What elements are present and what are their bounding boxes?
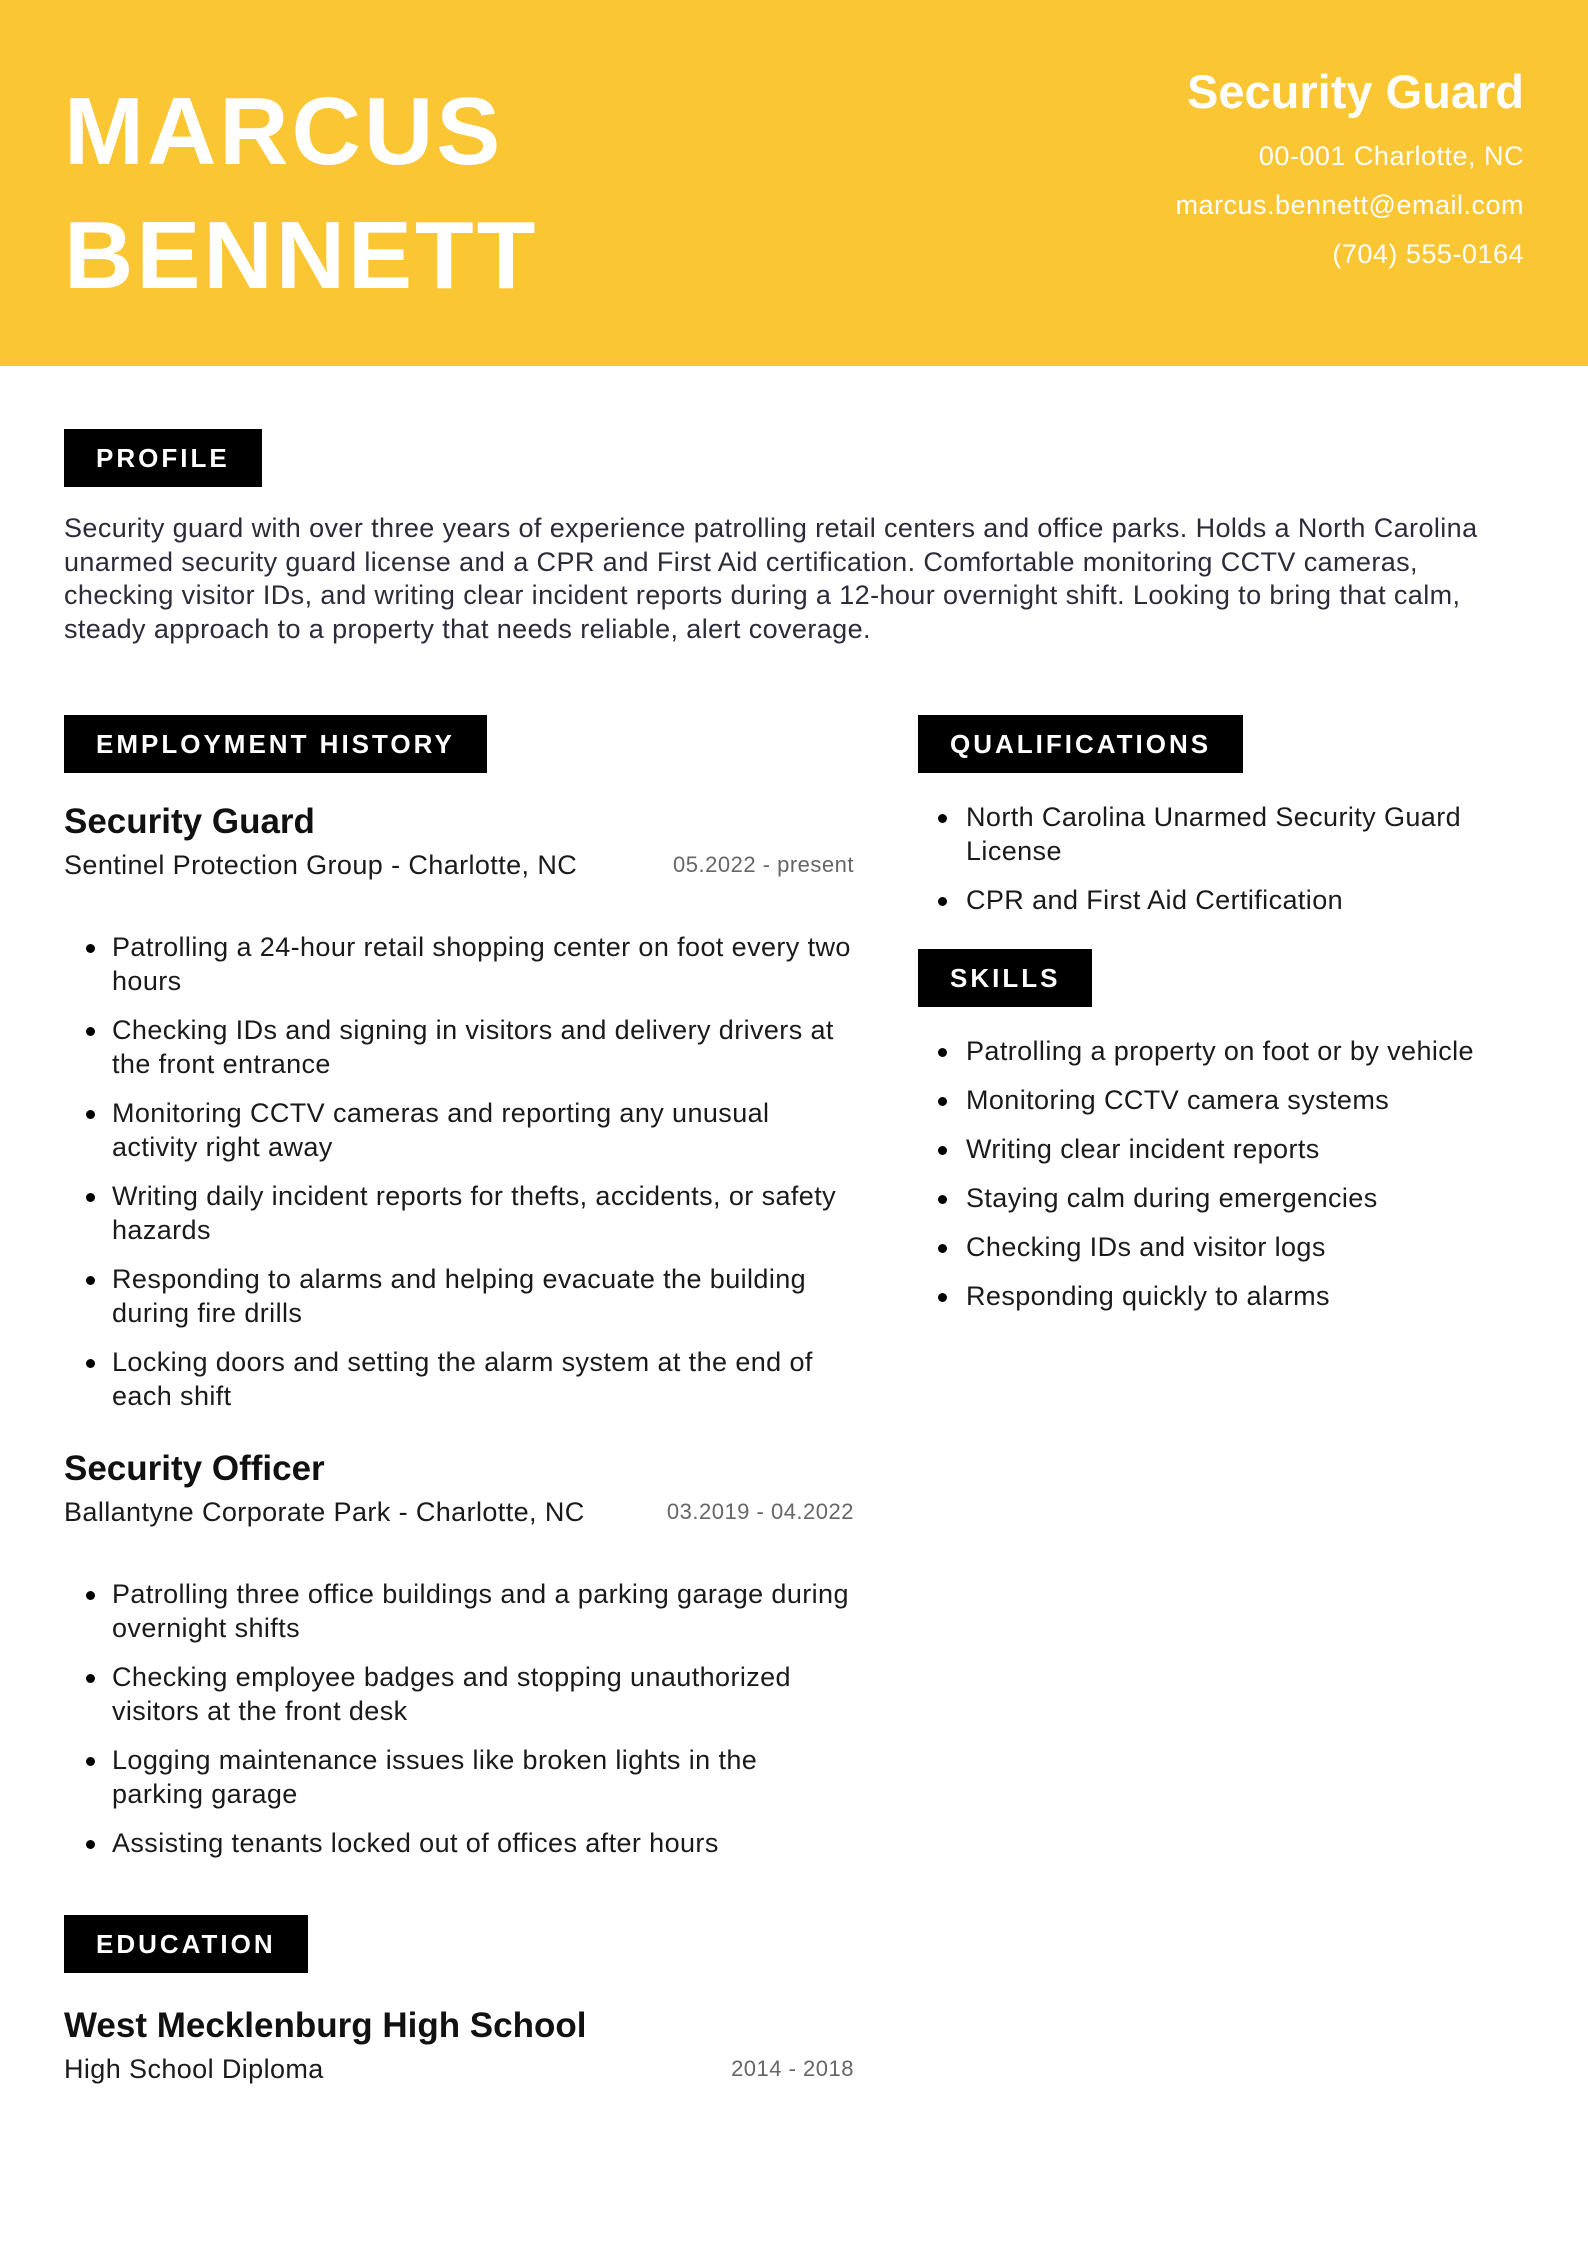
job-title: Security Guard xyxy=(64,802,315,841)
list-item: Writing clear incident reports xyxy=(918,1132,1528,1166)
target-job-title: Security Guard xyxy=(1187,65,1524,118)
profile-heading: PROFILE xyxy=(64,429,262,487)
resume-header xyxy=(0,0,1588,366)
job-bullets xyxy=(64,930,854,1413)
job-company: Ballantyne Corporate Park - Charlotte, NC xyxy=(64,1497,585,1527)
job-bullets xyxy=(64,1577,854,1860)
email[interactable]: marcus.bennett@email.com xyxy=(1175,190,1524,220)
list-item: Patrolling three office buildings and a parking garage during overnight shifts xyxy=(64,1577,854,1645)
job-entry xyxy=(64,1447,854,1860)
contact-block xyxy=(1175,62,1524,279)
list-item: CPR and First Aid Certification xyxy=(918,883,1528,917)
school-name: West Mecklenburg High School xyxy=(64,2006,587,2045)
job-dates: 05.2022 - present xyxy=(673,852,854,877)
education-entry xyxy=(64,2004,854,2092)
job-company: Sentinel Protection Group - Charlotte, NC xyxy=(64,850,578,880)
phone[interactable]: (704) 555-0164 xyxy=(1332,239,1524,269)
employment-heading: EMPLOYMENT HISTORY xyxy=(64,715,487,773)
employment-history xyxy=(64,800,854,1875)
list-item: North Carolina Unarmed Security Guard License xyxy=(918,800,1528,868)
list-item: Patrolling a property on foot or by vehicle xyxy=(918,1034,1528,1068)
last-name: BENNETT xyxy=(64,202,539,309)
skills-list xyxy=(918,1034,1528,1313)
list-item: Checking IDs and visitor logs xyxy=(918,1230,1528,1264)
job-dates: 03.2019 - 04.2022 xyxy=(666,1499,854,1524)
candidate-name xyxy=(64,70,538,318)
list-item: Logging maintenance issues like broken lights in the parking garage xyxy=(64,1743,854,1811)
job-entry xyxy=(64,800,854,1413)
education-dates: 2014 - 2018 xyxy=(731,2056,854,2081)
list-item: Checking IDs and signing in visitors and delivery drivers at the front entrance xyxy=(64,1013,854,1081)
list-item: Locking doors and setting the alarm system at the end of each shift xyxy=(64,1345,854,1413)
skills-heading: SKILLS xyxy=(918,949,1092,1007)
education-heading: EDUCATION xyxy=(64,1915,308,1973)
skills xyxy=(918,1034,1528,1328)
job-title: Security Officer xyxy=(64,1449,325,1488)
qualifications xyxy=(918,800,1528,932)
list-item: Monitoring CCTV cameras and reporting any unusual activity right away xyxy=(64,1096,854,1164)
qualifications-list xyxy=(918,800,1528,917)
list-item: Responding to alarms and helping evacuate the building during fire drills xyxy=(64,1262,854,1330)
list-item: Patrolling a 24-hour retail shopping center on foot every two hours xyxy=(64,930,854,998)
list-item: Checking employee badges and stopping unauthorized visitors at the front desk xyxy=(64,1660,854,1728)
qualifications-heading: QUALIFICATIONS xyxy=(918,715,1243,773)
list-item: Assisting tenants locked out of offices after hours xyxy=(64,1826,854,1860)
list-item: Staying calm during emergencies xyxy=(918,1181,1528,1215)
degree: High School Diploma xyxy=(64,2054,324,2084)
address: 00-001 Charlotte, NC xyxy=(1258,141,1524,171)
list-item: Monitoring CCTV camera systems xyxy=(918,1083,1528,1117)
list-item: Responding quickly to alarms xyxy=(918,1279,1528,1313)
first-name: MARCUS xyxy=(64,78,504,185)
list-item: Writing daily incident reports for thefts, accidents, or safety hazards xyxy=(64,1179,854,1247)
profile-text: Security guard with over three years of experience patrolling retail centers and office parks. Holds a North Carolina unarmed security guard license and a CPR and First Aid certification. Comfortable monitoring CCTV cameras, checking visitor IDs, and writing clear incident reports during a 12-hour overnight shift. Looking to bring that calm, steady approach to a property that needs reliable, alert coverage. xyxy=(64,513,1478,644)
